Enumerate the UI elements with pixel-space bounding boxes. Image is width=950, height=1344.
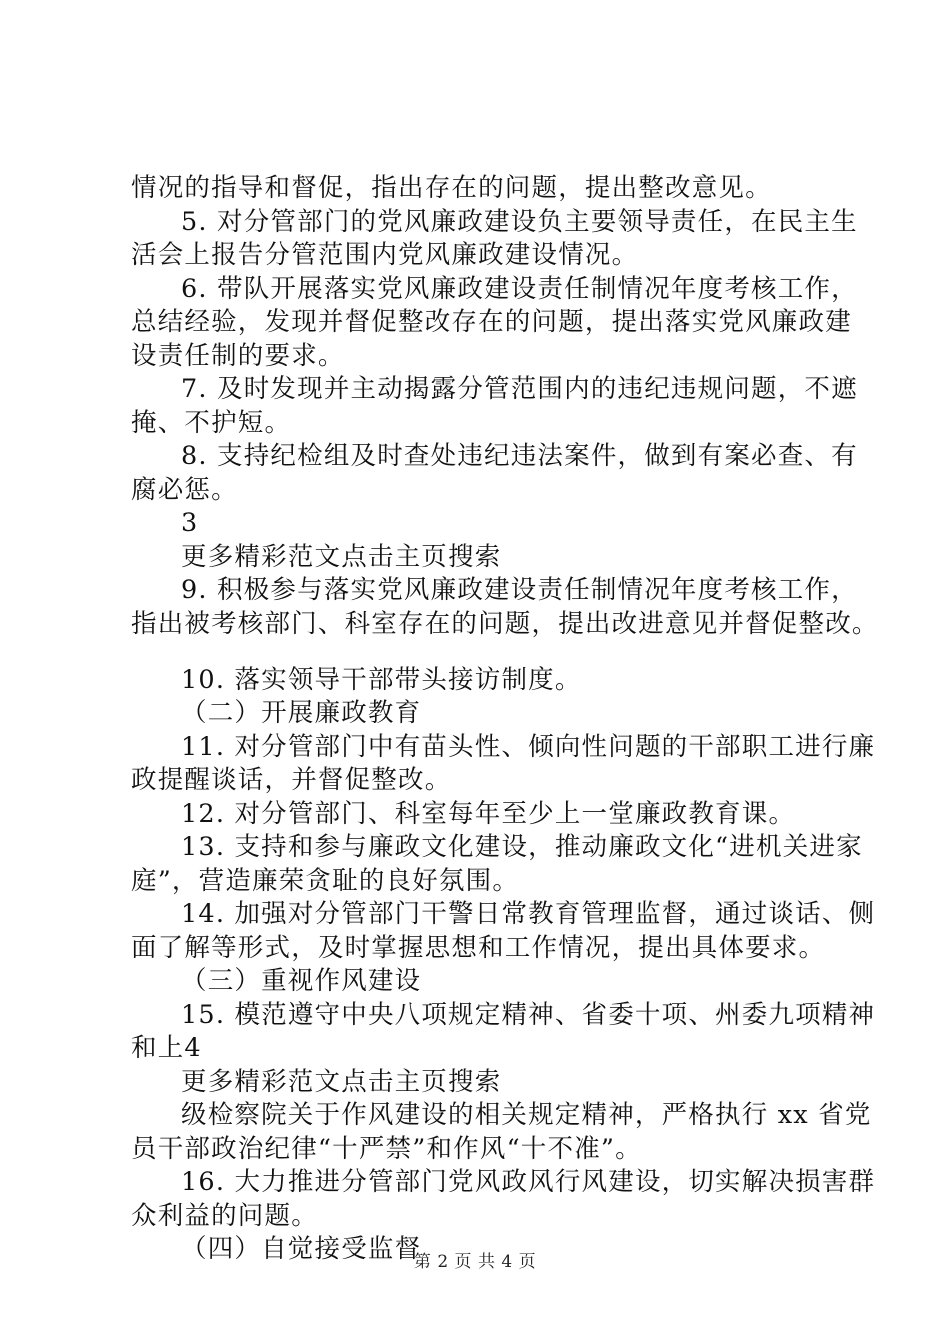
text-line: 6. 带队开展落实党风廉政建设责任制情况年度考核工作， <box>181 274 858 304</box>
text-line: 掩、不护短。 <box>131 408 292 438</box>
text-line: 8. 支持纪检组及时查处违纪违法案件，做到有案必查、有 <box>181 441 858 471</box>
text-line: 12. 对分管部门、科室每年至少上一堂廉政教育课。 <box>181 799 796 829</box>
text-line: 15. 模范遵守中央八项规定精神、省委十项、州委九项精神 <box>181 1000 876 1030</box>
page-footer: 第 2 页 共 4 页 <box>413 1252 537 1272</box>
section-heading: （四）自觉接受监督 <box>181 1234 422 1264</box>
section-heading: （三）重视作风建设 <box>181 966 422 996</box>
text-line: 级检察院关于作风建设的相关规定精神，严格执行 xx 省党 <box>181 1100 872 1130</box>
text-line: 总结经验，发现并督促整改存在的问题，提出落实党风廉政建 <box>131 307 852 337</box>
text-line: 10. 落实领导干部带头接访制度。 <box>181 665 582 695</box>
text-line: 13. 支持和参与廉政文化建设，推动廉政文化“进机关进家 <box>181 832 863 862</box>
text-line: 活会上报告分管范围内党风廉政建设情况。 <box>131 240 639 270</box>
promo-line: 更多精彩范文点击主页搜索 <box>181 542 502 572</box>
text-line: 员干部政治纪律“十严禁”和作风“十不准”。 <box>131 1134 642 1164</box>
text-line: 14. 加强对分管部门干警日常教育管理监督，通过谈话、侧 <box>181 899 876 929</box>
text-line: 和上4 <box>131 1033 202 1063</box>
page-number-inline: 3 <box>181 508 199 538</box>
text-line: 情况的指导和督促，指出存在的问题，提出整改意见。 <box>131 173 772 203</box>
section-heading: （二）开展廉政教育 <box>181 698 422 728</box>
text-line: 9. 积极参与落实党风廉政建设责任制情况年度考核工作， <box>181 575 858 605</box>
text-line: 5. 对分管部门的党风廉政建设负主要领导责任，在民主生 <box>181 207 858 237</box>
text-line: 腐必惩。 <box>131 475 238 505</box>
text-line: 政提醒谈话，并督促整改。 <box>131 765 452 795</box>
text-line: 11. 对分管部门中有苗头性、倾向性问题的干部职工进行廉 <box>181 732 876 762</box>
text-line: 众利益的问题。 <box>131 1201 318 1231</box>
text-line: 面了解等形式，及时掌握思想和工作情况，提出具体要求。 <box>131 933 826 963</box>
text-line: 庭”，营造廉荣贪耻的良好氛围。 <box>131 866 520 896</box>
text-line: 设责任制的要求。 <box>131 341 345 371</box>
text-line: 指出被考核部门、科室存在的问题，提出改进意见并督促整改。 <box>131 609 879 639</box>
text-line: 16. 大力推进分管部门党风政风行风建设，切实解决损害群 <box>181 1167 876 1197</box>
text-line: 7. 及时发现并主动揭露分管范围内的违纪违规问题，不遮 <box>181 374 858 404</box>
promo-line: 更多精彩范文点击主页搜索 <box>181 1067 502 1097</box>
